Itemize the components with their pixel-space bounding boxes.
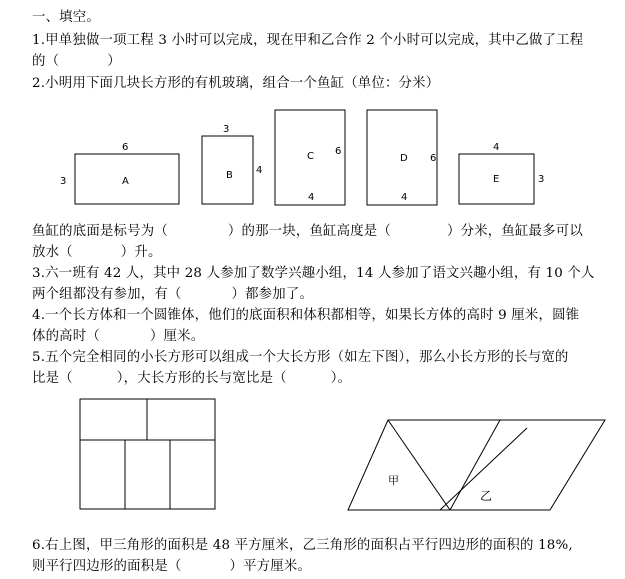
rect-d-side-label: 6 [430, 153, 437, 164]
rect-c-side-label: 6 [335, 146, 342, 157]
rect-a [60, 142, 179, 204]
q1-line-1: 1.甲单独做一项工程 3 小时可以完成，现在甲和乙合作 2 个小时可以完成，其中乙做了工程 [32, 33, 584, 48]
rect-c [275, 110, 345, 205]
rect-e [459, 142, 544, 204]
rect-e-top-label: 4 [493, 142, 500, 153]
label-jia: 甲 [388, 474, 399, 487]
question-2-text: 2.小明用下面几块长方形的有机玻璃，组合一个鱼缸（单位：分米） [32, 76, 440, 91]
rect-a-name: A [122, 176, 129, 187]
label-yi: 乙 [480, 489, 493, 503]
rect-d-bottom-label: 4 [401, 192, 408, 203]
rect-b-side-label: 4 [256, 165, 263, 176]
rect-d-name: D [400, 153, 408, 164]
q2-line-2: 放水（ ）升。 [32, 245, 162, 260]
rect-b-name: B [226, 170, 233, 181]
q5-line-2: 比是（ ），大长方形的长与宽比是（ ）。 [32, 371, 352, 386]
q1-line-2: 的（ ） [32, 54, 121, 69]
rect-a-side-label: 3 [60, 176, 67, 187]
rect-c-name: C [307, 151, 314, 162]
q6-line-2: 则平行四边形的面积是（ ）平方厘米。 [32, 559, 312, 574]
parallelogram-figure [348, 420, 605, 510]
five-rectangles-figure [80, 399, 215, 509]
q4-line-1: 4.一个长方体和一个圆锥体，他们的底面积和体积都相等，如果长方体的高时 9 厘米，圆锥 [32, 308, 580, 323]
rect-b-top-label: 3 [223, 124, 230, 135]
q3-line-2: 两个组都没有参加，有（ ）都参加了。 [32, 287, 314, 302]
q5-line-1: 5.五个完全相同的小长方形可以组成一个大长方形（如左下图），那么小长方形的长与宽的 [32, 350, 569, 365]
rect-c-bottom-label: 4 [308, 192, 315, 203]
rect-e-name: E [493, 174, 500, 185]
rect-a-top-label: 6 [122, 142, 129, 153]
section-title: 一、填空。 [32, 10, 100, 25]
rect-d [367, 110, 437, 205]
q6-line-1: 6.右上图，甲三角形的面积是 48 平方厘米，乙三角形的面积占平行四边形的面积的 18%, [32, 538, 573, 553]
rect-e-side-label: 3 [538, 174, 545, 185]
rect-b [202, 124, 262, 204]
q4-line-2: 体的高时（ ）厘米。 [32, 329, 205, 344]
q3-line-1: 3.六一班有 42 人，其中 28 人参加了数学兴趣小组，14 人参加了语文兴趣小组，有 10 个人 [32, 266, 595, 281]
q2-line-1: 鱼缸的底面是标号为（ ）的那一块，鱼缸高度是（ ）分米，鱼缸最多可以 [32, 224, 583, 239]
